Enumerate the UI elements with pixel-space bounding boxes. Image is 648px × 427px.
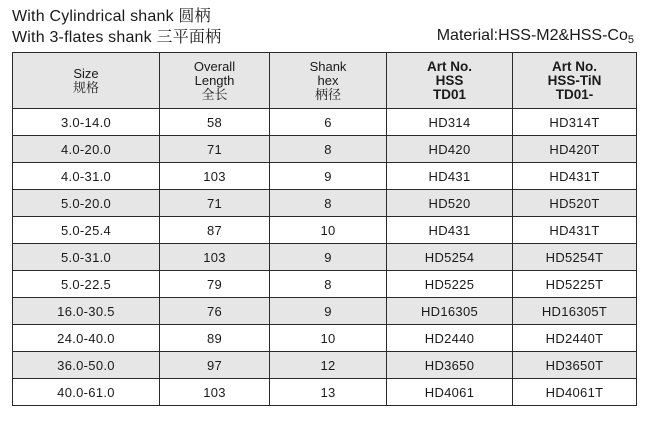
spec-table <box>12 52 637 406</box>
art-no-hss-tin-cell: HD4061T <box>513 379 637 406</box>
header-shank-hex-line2: hex <box>317 72 339 88</box>
table-body <box>13 109 637 406</box>
shank-hex-cell: 9 <box>270 163 387 190</box>
art-no-hss-cell: HD4061 <box>387 379 513 406</box>
header-size <box>13 53 160 109</box>
art-no-hss-cell: HD2440 <box>387 325 513 352</box>
shank-hex-cell: 8 <box>270 271 387 298</box>
header-overall-length-line1: Overall <box>193 58 236 74</box>
shank-hex-cell: 8 <box>270 136 387 163</box>
shank-hex-cell: 9 <box>270 298 387 325</box>
size-cell: 4.0-31.0 <box>13 163 160 190</box>
art-no-hss-tin-cell: HD2440T <box>513 325 637 352</box>
material-text: Material:HSS-M2&HSS-Co <box>436 27 628 44</box>
overall-length-cell: 71 <box>160 136 270 163</box>
art-no-hss-tin-cell: HD420T <box>513 136 637 163</box>
header-overall-length-line2: Length <box>194 72 235 88</box>
header-art-hss-tin-line2: HSS-TiN <box>547 72 602 88</box>
table-row <box>13 163 637 190</box>
table-row <box>13 136 637 163</box>
header-art-hss-tin <box>513 53 637 109</box>
table-row <box>13 244 637 271</box>
art-no-hss-tin-cell: HD431T <box>513 163 637 190</box>
art-no-hss-cell: HD5225 <box>387 271 513 298</box>
overall-length-cell: 103 <box>160 163 270 190</box>
size-cell: 16.0-30.5 <box>13 298 160 325</box>
art-no-hss-tin-cell: HD5225T <box>513 271 637 298</box>
size-cell: 5.0-22.5 <box>13 271 160 298</box>
overall-length-cell: 103 <box>160 244 270 271</box>
size-cell: 4.0-20.0 <box>13 136 160 163</box>
overall-length-cell: 103 <box>160 379 270 406</box>
overall-length-cell: 89 <box>160 325 270 352</box>
header-overall-length-cn: 全长 <box>201 86 228 102</box>
overall-length-cell: 58 <box>160 109 270 136</box>
art-no-hss-cell: HD420 <box>387 136 513 163</box>
art-no-hss-cell: HD431 <box>387 217 513 244</box>
shank-hex-cell: 10 <box>270 325 387 352</box>
art-no-hss-cell: HD16305 <box>387 298 513 325</box>
overall-length-cell: 71 <box>160 190 270 217</box>
art-no-hss-cell: HD314 <box>387 109 513 136</box>
shank-hex-cell: 9 <box>270 244 387 271</box>
table-row <box>13 109 637 136</box>
overall-length-cell: 76 <box>160 298 270 325</box>
header-shank-hex-line1: Shank <box>309 58 347 74</box>
table-row <box>13 352 637 379</box>
art-no-hss-tin-cell: HD5254T <box>513 244 637 271</box>
header-art-hss-line2: HSS <box>435 72 464 88</box>
art-no-hss-tin-cell: HD314T <box>513 109 637 136</box>
header-art-hss-line3: TD01 <box>432 86 466 102</box>
header-overall-length <box>160 53 270 109</box>
table-row <box>13 190 637 217</box>
overall-length-cell: 87 <box>160 217 270 244</box>
header-art-hss-line1: Art No. <box>427 58 472 74</box>
header-shank-hex <box>270 53 387 109</box>
header-art-hss-tin-line3: TD01- <box>555 86 594 102</box>
size-cell: 5.0-25.4 <box>13 217 160 244</box>
art-no-hss-tin-cell: HD431T <box>513 217 637 244</box>
material-label <box>437 26 634 46</box>
table-row <box>13 217 637 244</box>
overall-length-cell: 79 <box>160 271 270 298</box>
table-row <box>13 379 637 406</box>
heading <box>12 6 221 48</box>
size-cell: 36.0-50.0 <box>13 352 160 379</box>
art-no-hss-tin-cell: HD3650T <box>513 352 637 379</box>
heading-line-cylindrical: With Cylindrical shank 圆柄 <box>12 8 211 25</box>
size-cell: 5.0-31.0 <box>13 244 160 271</box>
table-row <box>13 298 637 325</box>
material-subscript: 5 <box>627 34 634 46</box>
header-size-cn: 规格 <box>72 79 99 95</box>
size-cell: 24.0-40.0 <box>13 325 160 352</box>
size-cell: 5.0-20.0 <box>13 190 160 217</box>
header-art-hss-tin-line1: Art No. <box>552 58 597 74</box>
header-row <box>13 53 637 109</box>
art-no-hss-cell: HD5254 <box>387 244 513 271</box>
shank-hex-cell: 13 <box>270 379 387 406</box>
shank-hex-cell: 12 <box>270 352 387 379</box>
shank-hex-cell: 10 <box>270 217 387 244</box>
table-row <box>13 271 637 298</box>
shank-hex-cell: 6 <box>270 109 387 136</box>
art-no-hss-cell: HD3650 <box>387 352 513 379</box>
art-no-hss-tin-cell: HD16305T <box>513 298 637 325</box>
shank-hex-cell: 8 <box>270 190 387 217</box>
table-row <box>13 325 637 352</box>
header-art-hss <box>387 53 513 109</box>
art-no-hss-cell: HD520 <box>387 190 513 217</box>
header-size-en: Size <box>73 65 99 81</box>
size-cell: 3.0-14.0 <box>13 109 160 136</box>
size-cell: 40.0-61.0 <box>13 379 160 406</box>
overall-length-cell: 97 <box>160 352 270 379</box>
art-no-hss-tin-cell: HD520T <box>513 190 637 217</box>
art-no-hss-cell: HD431 <box>387 163 513 190</box>
heading-line-three-flats: With 3-flates shank 三平面柄 <box>12 29 222 46</box>
header-shank-hex-cn: 柄径 <box>314 86 341 102</box>
